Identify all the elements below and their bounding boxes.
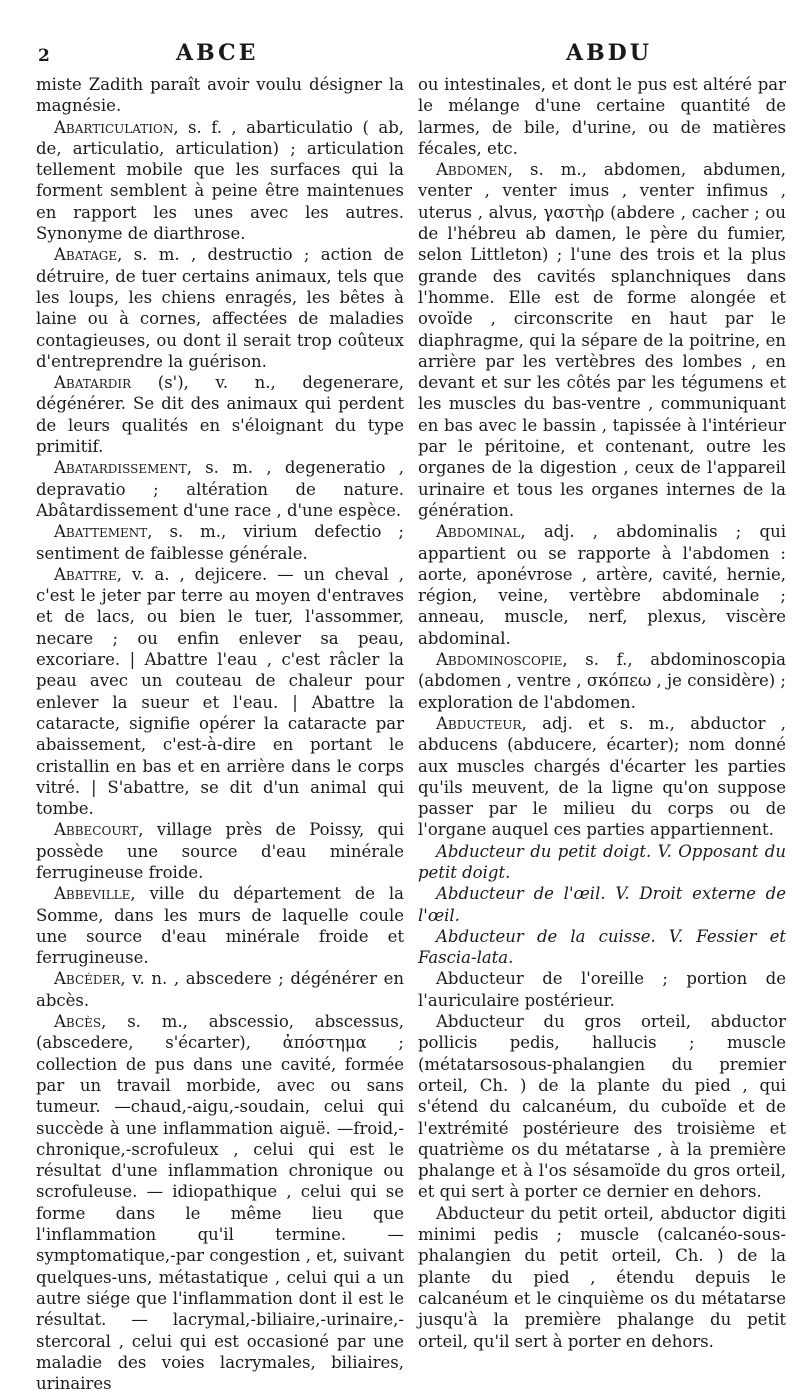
entry-headword: Abcès — [54, 1012, 102, 1032]
left-column — [36, 74, 404, 1394]
page-header — [0, 40, 800, 70]
entry-headword: Abatardissement — [54, 458, 187, 478]
dictionary-entry — [418, 521, 786, 649]
entry-headword: Abattement — [54, 522, 148, 542]
entry-text: , s. m., virium defectio ; sentiment de faiblesse générale. — [36, 522, 404, 563]
entry-text: , s. m. , destructio ; action de détruire, de tuer certains animaux, tels que les loups, les chiens enragés, les bêtes à laine ou à cornes, affectées de maladies contagieuses, ou dont il serait trop coûteux d'entreprendre la guérison. — [36, 245, 404, 371]
entry-text: Abducteur de l'oreille ; portion de l'auriculaire postérieur. — [418, 969, 786, 1010]
entry-text: , v. n. , abscedere ; dégénérer en abcès. — [36, 969, 404, 1010]
entry-continuation — [418, 74, 786, 159]
dictionary-entry — [36, 883, 404, 968]
entry-text: , s. m. , degeneratio , depravatio ; altération de nature. Abâtardissement d'une race , d'une espèce. — [36, 458, 404, 520]
entry-headword: Abdominoscopie — [436, 650, 563, 670]
sub-entry — [418, 968, 786, 1011]
entry-text: , v. a. , dejicere. — un cheval , c'est le jeter par terre au moyen d'entraves et de lacs, ou bien le tuer, l'assommer, necare ; ou enfin enlever sa peau, excoriare. | Abattre l'eau , c'est râcler la peau avec un couteau de chaleur pour enlever la sueur et l'eau. | Abattre la cataracte, signifie opérer la cataracte par abaissement, c'est-à-dire en portant le cristallin en bas et en arrière dans le corps vitré. | S'abattre, se dit d'un animal qui tombe. — [36, 564, 404, 819]
entry-continuation — [36, 74, 404, 117]
dictionary-entry — [36, 457, 404, 521]
page-number: 2 — [38, 46, 50, 66]
dictionary-entry — [36, 244, 404, 372]
entry-text: , s. m., abscessio, abscessus, (abscedere, s'écarter), ἀπόστημα ; collection de pus dans une cavité, formée par un travail morbide, avec ou sans tumeur. —chaud,-aigu,-soudain, celui qui succède à une inflammation aiguë. —froid,-chronique,-scrofuleux , celui qui est le résultat d'une inflammation chronique ou scrofuleuse. — idiopathique , celui qui se forme dans le même lieu que l'inflammation qu'il termine. —symptomatique,-par congestion , et, suivant quelques-uns, métastatique , celui qui a un autre siége que l'inflammation dont il est le résultat. — lacrymal,-biliaire,-urinaire,-stercoral , celui qui est occasioné par une maladie des voies lacrymales, biliaires, urinaires — [36, 1012, 404, 1394]
dictionary-entry — [36, 564, 404, 820]
running-head-left: ABCE — [176, 40, 259, 66]
entry-text: (s'), v. n., degenerare, dégénérer. Se dit des animaux qui perdent de leurs qualités en s'éloignant du type primitif. — [36, 373, 404, 457]
entry-headword: Abbecourt — [54, 820, 139, 840]
running-head-right: ABDU — [566, 40, 652, 66]
entry-text: , s. f. , abarticulatio ( ab, de, articulatio, articulation) ; articulation tellement mobile que les surfaces qui la forment semblent à peine être maintenues en rapport les unes avec les autres. Synonyme de diarthrose. — [36, 117, 404, 244]
entry-text: Abducteur du petit orteil, abductor digiti minimi pedis ; muscle (calcanéo-sous-phalangien du petit orteil, Ch. ) de la plante du pied , étendu depuis le calcanéum et le cinquième os du métatarse jusqu'à la première phalange du petit orteil, qu'il sert à porter en dehors. — [418, 1203, 786, 1351]
dictionary-entry — [36, 819, 404, 883]
entry-headword: Abdomen — [436, 160, 508, 180]
right-column — [418, 74, 786, 1352]
dictionary-entry — [418, 159, 786, 521]
entry-headword: Abattre — [54, 564, 117, 584]
entry-headword: Abbeville — [54, 884, 131, 904]
entry-text: ou intestinales, et dont le pus est altéré par le mélange d'une certaine quantité de larmes, de bile, d'urine, ou de matières fécales, etc. — [418, 75, 786, 158]
entry-text: , ville du département de la Somme, dans les murs de laquelle coule une source d'eau minérale froide et ferrugineuse. — [36, 884, 404, 968]
sub-entry — [418, 1011, 786, 1203]
entry-text: Abducteur du gros orteil, abductor pollicis pedis, hallucis ; muscle (métatarsosous-phalangien du premier orteil, Ch. ) de la plante du pied , qui s'étend du calcanéum, du cuboïde et de l'extrémité postérieure des troisième et quatrième os du métatarse , à la première phalange et à l'os sésamoïde du gros orteil, et qui sert à porter ce dernier en dehors. — [418, 1012, 786, 1202]
dictionary-entry — [418, 713, 786, 841]
sub-entry — [418, 926, 786, 969]
dictionary-entry — [36, 372, 404, 457]
dictionary-entry — [36, 1011, 404, 1394]
entry-text: Abducteur du petit doigt. V. Opposant du petit doigt. — [418, 841, 786, 882]
entry-headword: Abducteur — [436, 713, 522, 733]
dictionary-entry — [36, 968, 404, 1011]
entry-headword: Abatage — [54, 245, 118, 265]
dictionary-entry — [36, 521, 404, 564]
entry-text: , adj. et s. m., abductor , abducens (abducere, écarter); nom donné aux muscles chargés d'écarter les parties qu'ils meuvent, de la ligne qu'on suppose passer par le milieu du corps ou de l'organe auquel ces parties appartiennent. — [418, 713, 786, 840]
entry-headword: Abarticulation — [54, 117, 174, 137]
entry-headword: Abatardir — [54, 373, 132, 393]
dictionary-entry — [418, 649, 786, 713]
entry-text: Abducteur de la cuisse. V. Fessier et Fascia-lata. — [418, 926, 786, 968]
entry-text: Abducteur de l'œil. V. Droit externe de l'œil. — [418, 884, 786, 925]
entry-text: , s. f., abdominoscopia (abdomen , ventre , σκόπεω , je considère) ; exploration de l'abdomen. — [418, 650, 786, 712]
entry-headword: Abdominal — [436, 522, 521, 542]
sub-entry — [418, 841, 786, 884]
entry-text: , adj. , abdominalis ; qui appartient ou se rapporte à l'abdomen : aorte, aponévrose , artère, cavité, hernie, région, veine, vertèbre abdominale ; anneau, muscle, nerf, plexus, viscère abdominal. — [418, 522, 786, 648]
sub-entry — [418, 883, 786, 926]
dictionary-entry — [36, 117, 404, 245]
entry-text: , s. m., abdomen, abdumen, venter , venter imus , venter infimus , uterus , alvus, γαστὴρ (abdere , cacher ; ou de l'hébreu ab damen, le père du fumier, selon Littleton) ; l'une des trois et la plus grande des cavités splanchniques dans l'homme. Elle est de forme alongée et ovoïde , circonscrite en haut par le diaphragme, qui la sépare de la poitrine, en arrière par les vertèbres des lombes , en devant et sur les côtés par les tégumens et les muscles du bas-ventre , communiquant en bas avec le bassin , tapissée à l'intérieur par le péritoine, et contenant, outre les organes de la digestion , ceux de l'appareil urinaire et tous les organes internes de la génération. — [418, 160, 786, 520]
entry-headword: Abcéder — [54, 969, 121, 989]
sub-entry — [418, 1203, 786, 1352]
entry-text: , village près de Poissy, qui possède une source d'eau minérale ferrugineuse froide. — [36, 820, 404, 882]
entry-text: miste Zadith paraît avoir voulu désigner la magnésie. — [36, 75, 404, 116]
